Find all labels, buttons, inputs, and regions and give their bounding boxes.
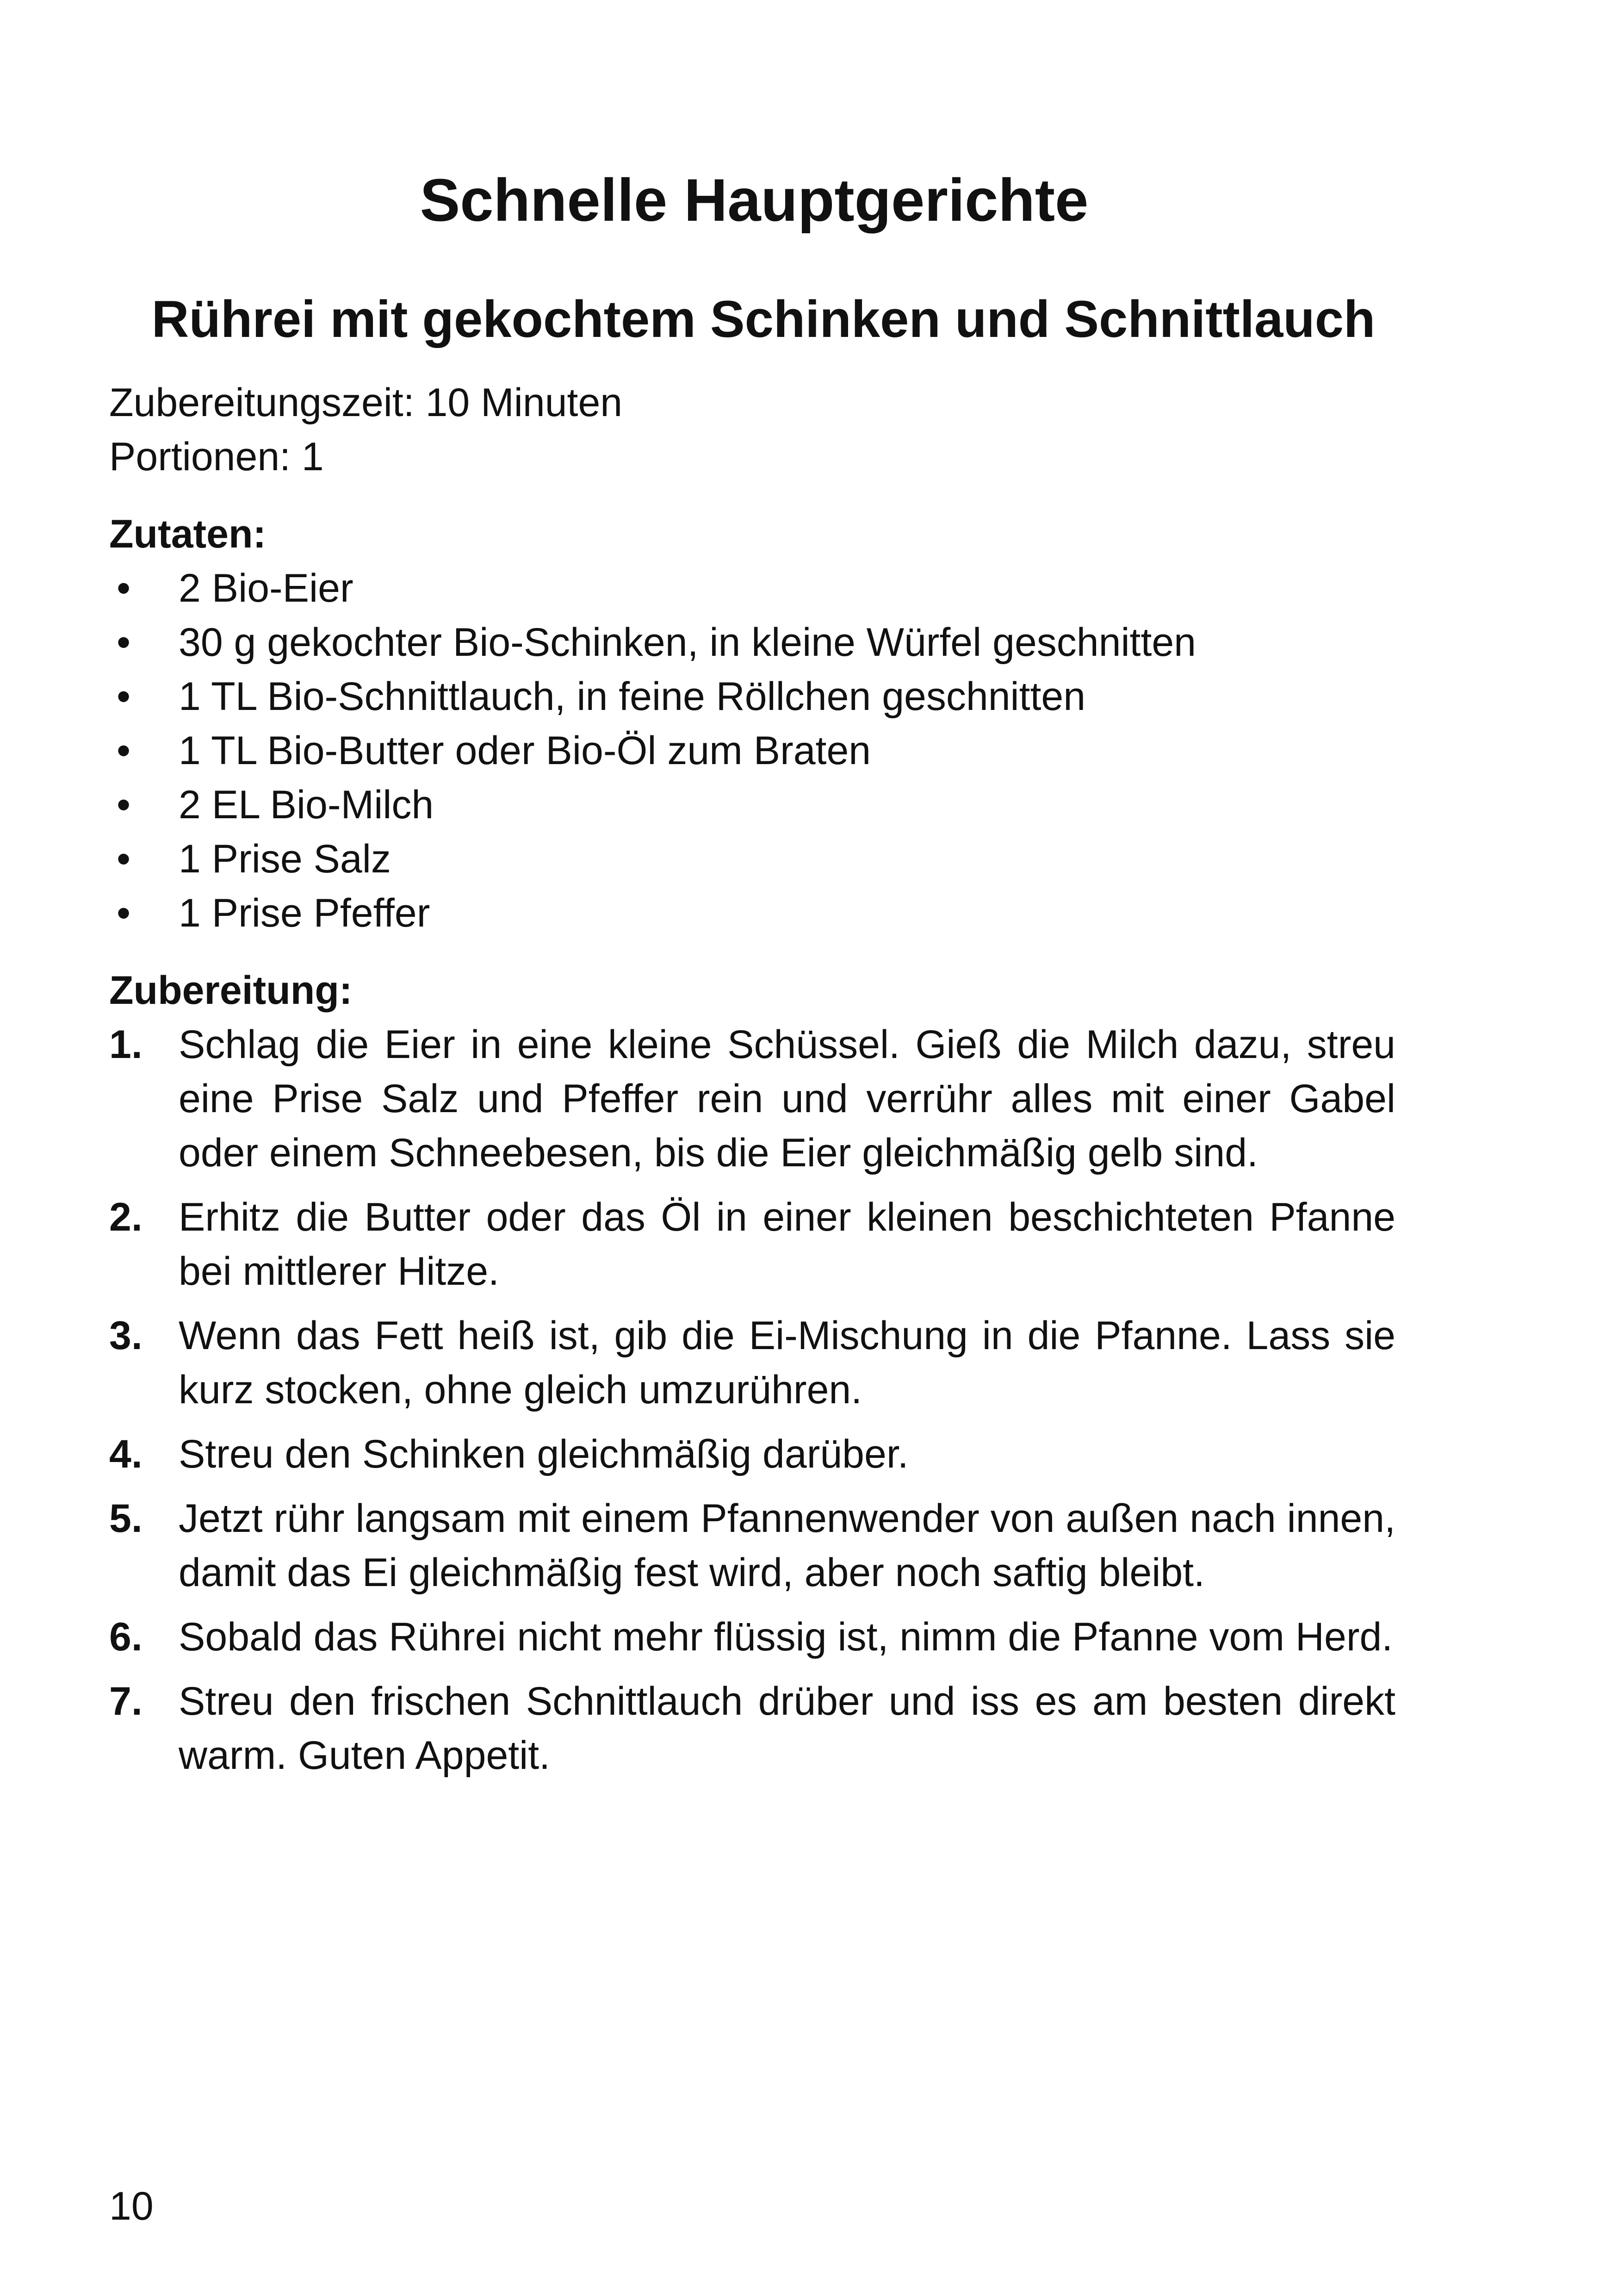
step-text: Erhitz die Butter oder das Öl in einer kleinen beschichteten Pfanne bei mittlerer Hitze. — [179, 1195, 1395, 1294]
bullet-icon: • — [117, 620, 131, 665]
ingredient-item — [109, 670, 1395, 724]
step-number: 7. — [109, 1679, 143, 1724]
chapter-title: Schnelle Hauptgerichte — [420, 166, 1089, 234]
ingredient-text: 1 Prise Pfeffer — [179, 891, 430, 935]
ingredient-text: 2 EL Bio-Milch — [179, 783, 434, 827]
recipe-title: Rührei mit gekochtem Schinken und Schnittlauch — [151, 290, 1376, 348]
step-number: 6. — [109, 1615, 143, 1659]
step-number: 3. — [109, 1313, 143, 1358]
step-item — [109, 1492, 1395, 1600]
page-number: 10 — [109, 2184, 154, 2228]
ingredient-item — [109, 724, 1395, 778]
ingredient-item — [109, 561, 1395, 616]
step-item — [109, 1610, 1395, 1664]
step-item — [109, 1018, 1395, 1180]
bullet-icon: • — [117, 837, 131, 881]
bullet-icon: • — [117, 566, 131, 610]
recipe-body — [109, 376, 1395, 1793]
bullet-icon: • — [117, 728, 131, 773]
ingredient-text: 1 Prise Salz — [179, 837, 391, 881]
step-text: Streu den Schinken gleichmäßig darüber. — [179, 1432, 909, 1476]
ingredient-item — [109, 778, 1395, 832]
step-item — [109, 1427, 1395, 1481]
step-item — [109, 1309, 1395, 1417]
step-text: Schlag die Eier in eine kleine Schüssel. Gieß die Milch dazu, streu eine Prise Salz und Pfeffer rein und verrühr alles mit einer Gabel oder einem Schneebesen, bis die Eier gleichmäßig gelb sind. — [179, 1022, 1395, 1175]
step-number: 4. — [109, 1432, 143, 1476]
ingredients-heading: Zutaten: — [109, 512, 267, 556]
ingredient-text: 1 TL Bio-Butter oder Bio-Öl zum Braten — [179, 728, 871, 773]
ingredient-text: 30 g gekochter Bio-Schinken, in kleine Würfel geschnitten — [179, 620, 1196, 665]
steps-list — [109, 1018, 1395, 1783]
step-text: Streu den frischen Schnittlauch drüber und iss es am besten direkt warm. Guten Appetit. — [179, 1679, 1395, 1778]
step-item — [109, 1674, 1395, 1783]
steps-heading: Zubereitung: — [109, 968, 353, 1013]
ingredient-item — [109, 832, 1395, 886]
bullet-icon: • — [117, 783, 131, 827]
step-text: Sobald das Rührei nicht mehr flüssig ist, nimm die Pfanne vom Herd. — [179, 1615, 1393, 1659]
step-number: 2. — [109, 1195, 143, 1239]
step-number: 5. — [109, 1496, 143, 1541]
step-text: Wenn das Fett heiß ist, gib die Ei-Mischung in die Pfanne. Lass sie kurz stocken, ohne gleich umzurühren. — [179, 1313, 1395, 1412]
step-number: 1. — [109, 1022, 143, 1067]
ingredients-list — [109, 561, 1395, 940]
ingredient-text: 2 Bio-Eier — [179, 566, 353, 610]
step-text: Jetzt rühr langsam mit einem Pfannenwender von außen nach innen, damit das Ei gleichmäßig fest wird, aber noch saftig bleibt. — [179, 1496, 1395, 1595]
bullet-icon: • — [117, 674, 131, 719]
servings: Portionen: 1 — [109, 435, 324, 479]
ingredient-item — [109, 886, 1395, 940]
step-item — [109, 1190, 1395, 1299]
ingredient-text: 1 TL Bio-Schnittlauch, in feine Röllchen geschnitten — [179, 674, 1086, 719]
bullet-icon: • — [117, 891, 131, 935]
ingredient-item — [109, 616, 1395, 670]
prep-time: Zubereitungszeit: 10 Minuten — [109, 380, 623, 425]
